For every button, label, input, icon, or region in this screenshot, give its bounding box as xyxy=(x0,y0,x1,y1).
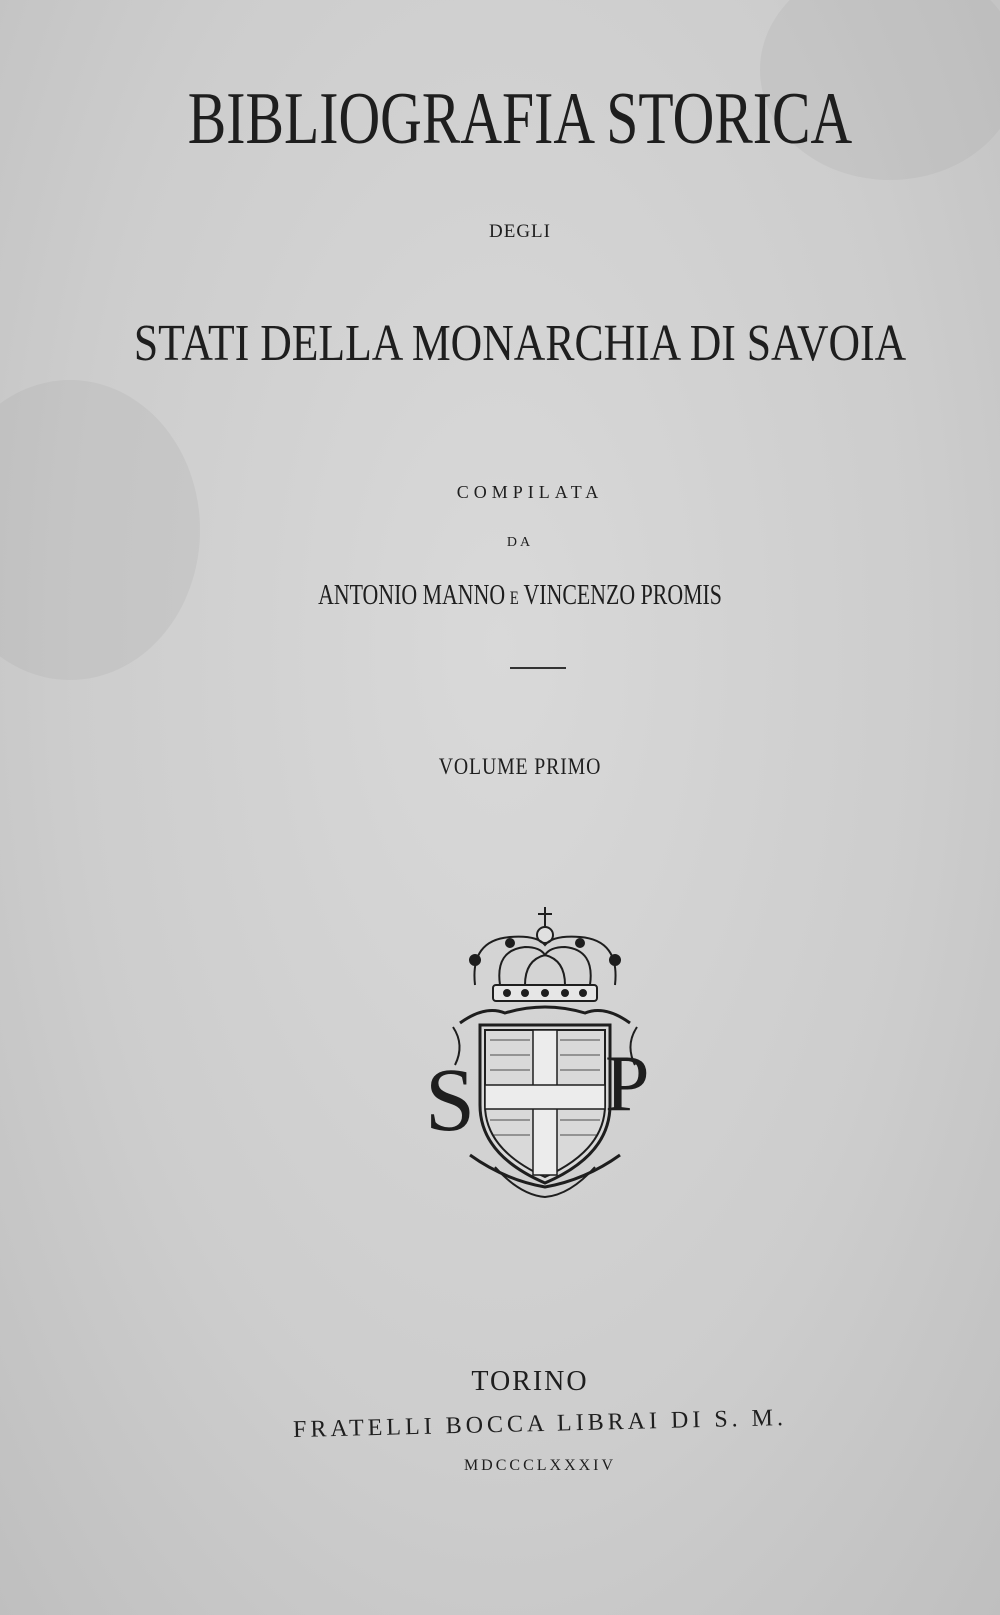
compiled-label: COMPILATA xyxy=(456,482,604,502)
book-title: BIBLIOGRAFIA STORICA xyxy=(187,78,853,160)
savoy-crowned-shield-icon xyxy=(425,905,665,1205)
imprint-year: MDCCCLXXXIV xyxy=(463,1457,617,1474)
separator-rule xyxy=(510,667,566,669)
monogram-right: P xyxy=(605,1040,650,1128)
monogram-left: S xyxy=(425,1051,476,1150)
author-2: VINCENZO PROMIS xyxy=(523,580,722,611)
authors-line xyxy=(130,582,910,610)
imprint-publisher: FRATELLI BOCCA LIBRAI DI S. M. xyxy=(292,1404,788,1444)
book-subject: STATI DELLA MONARCHIA DI SAVOIA xyxy=(133,315,907,372)
by-label: DA xyxy=(506,535,534,550)
title-connector: DEGLI xyxy=(489,221,551,242)
volume-label: VOLUME PRIMO xyxy=(438,754,602,779)
author-conjunction: E xyxy=(509,588,519,609)
paper-stain xyxy=(0,380,200,680)
author-1: ANTONIO MANNO xyxy=(318,580,506,611)
imprint-city: TORINO xyxy=(471,1366,589,1397)
